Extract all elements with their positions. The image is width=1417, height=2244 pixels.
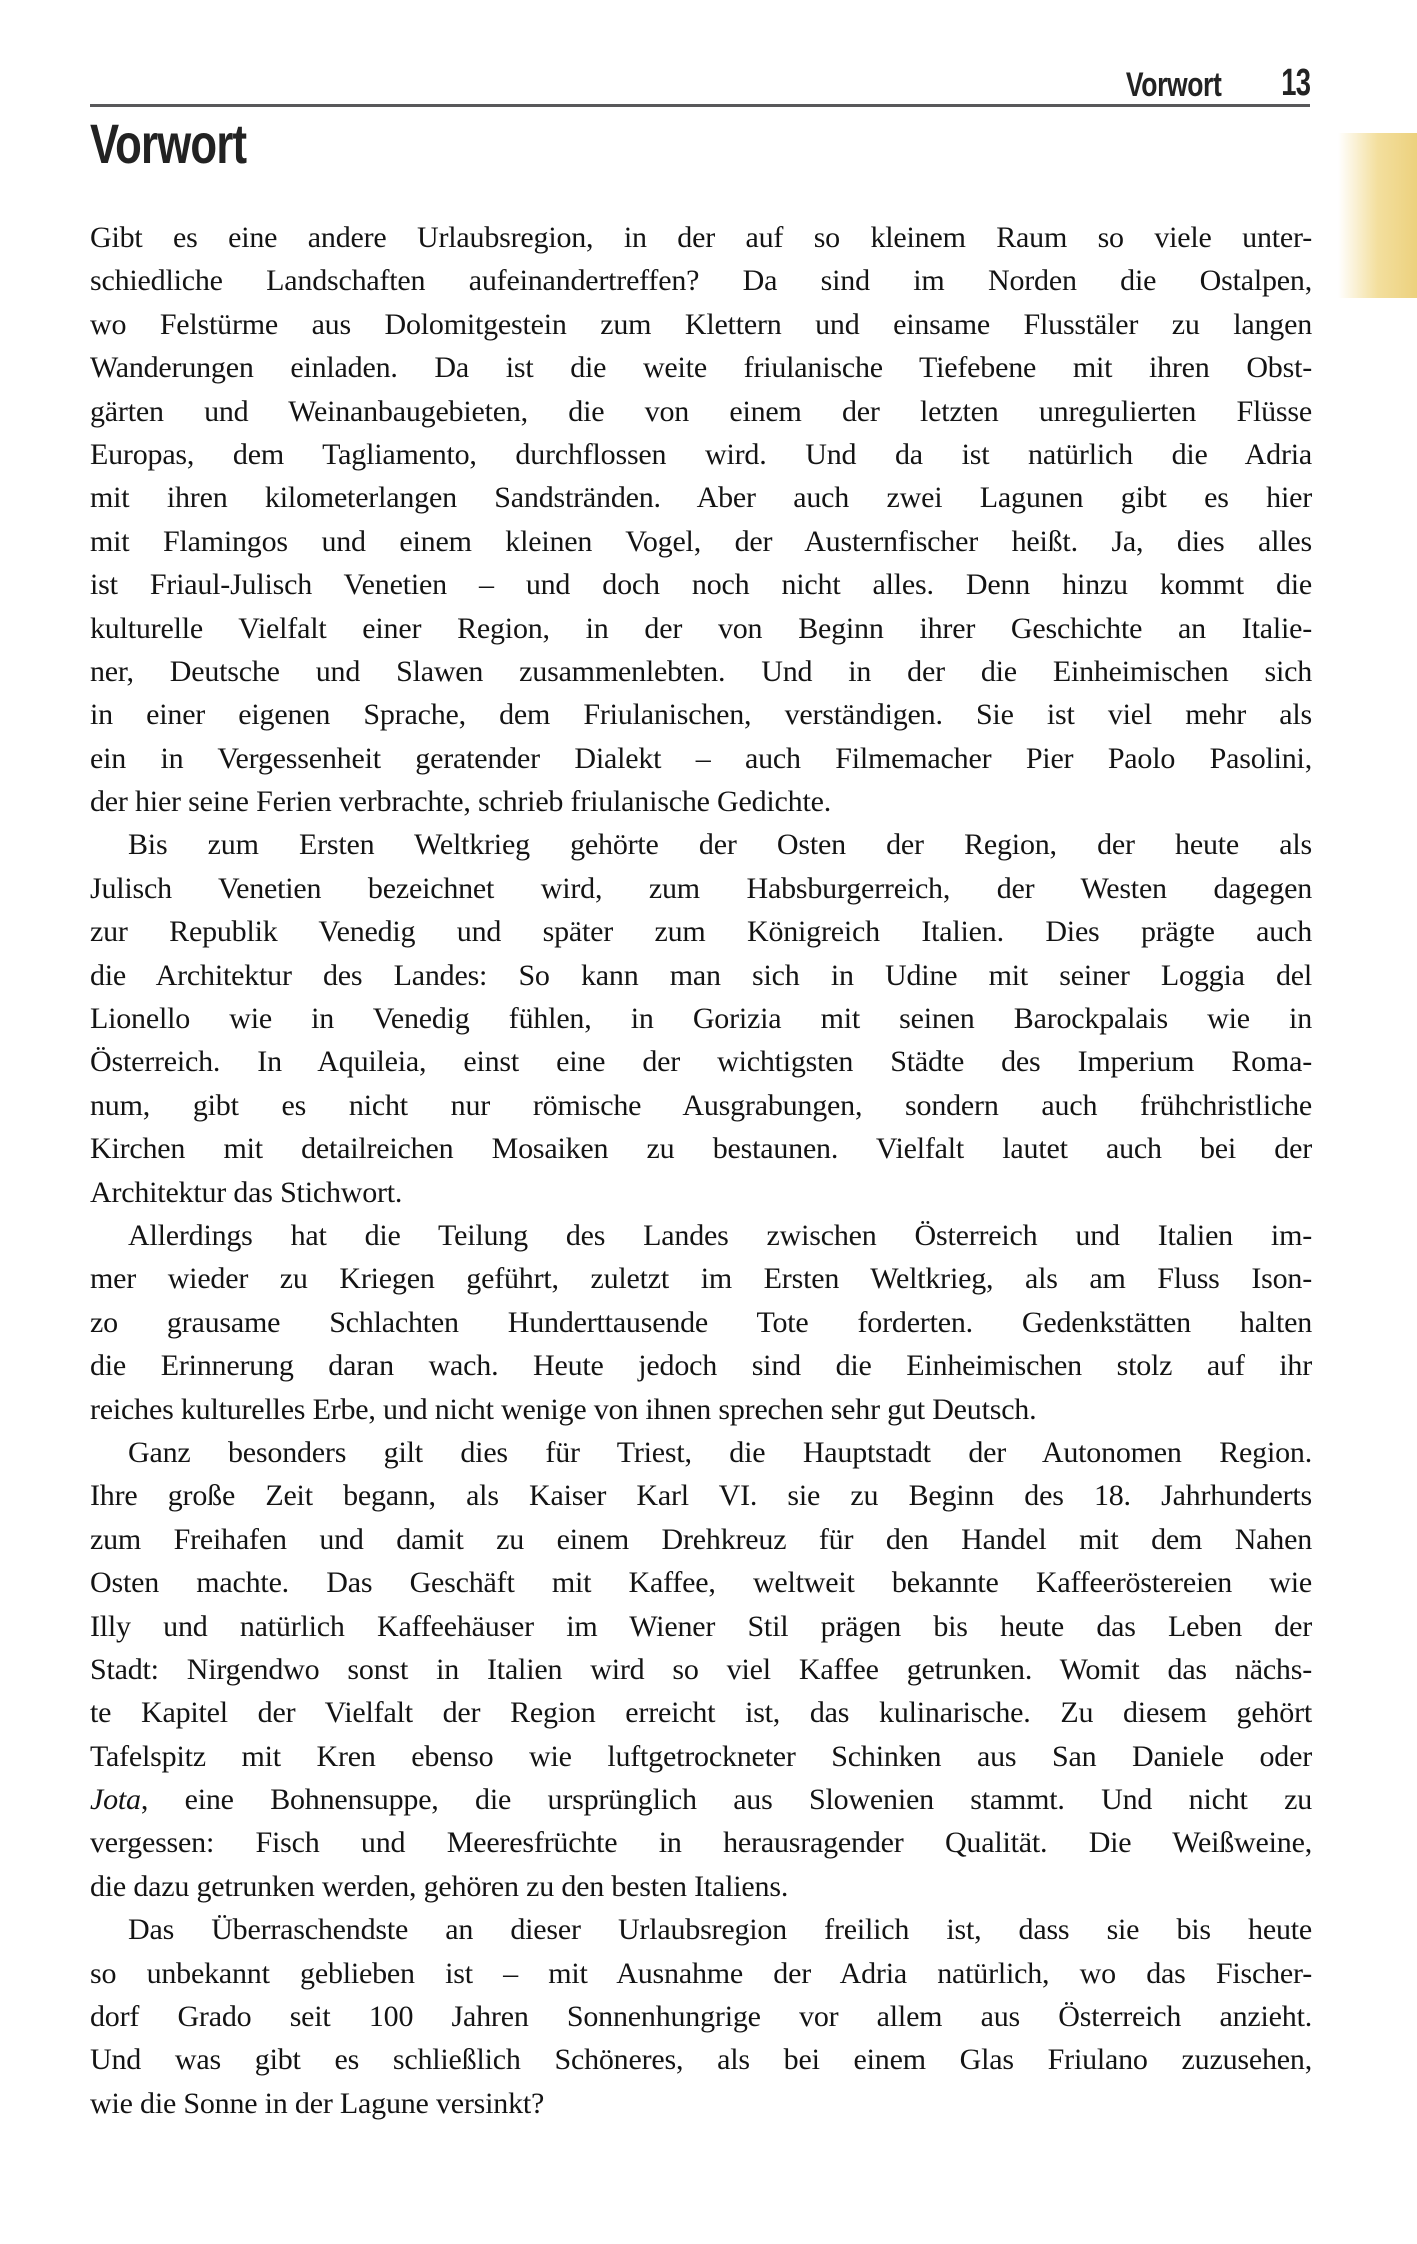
text-line: Jota, eine Bohnensuppe, die ursprünglich aus Slowenien stammt. Und nicht zu xyxy=(90,1783,1312,1817)
text-line: Gibt es eine andere Urlaubsregion, in der auf so kleinem Raum so viele unter- xyxy=(90,221,1312,254)
text-line: reiches kulturelles Erbe, und nicht wenige von ihnen sprechen sehr gut Deutsch. xyxy=(90,1392,1037,1426)
text-line: te Kapitel der Vielfalt der Region erreicht ist, das kulinarische. Zu diesem gehört xyxy=(90,1696,1312,1730)
text-line: Europas, dem Tagliamento, durchflossen wird. Und da ist natürlich die Adria xyxy=(90,437,1312,471)
text-line: ein in Vergessenheit geratender Dialekt – auch Filmemacher Pier Paolo Pasolini, xyxy=(90,741,1312,775)
text-line: die dazu getrunken werden, gehören zu den besten Italiens. xyxy=(90,1869,789,1903)
text-line: ist Friaul-Julisch Venetien – und doch noch nicht alles. Denn hinzu kommt die xyxy=(90,568,1312,602)
header-rule xyxy=(90,104,1310,107)
text-line: mit ihren kilometerlangen Sandstränden. Aber auch zwei Lagunen gibt es hier xyxy=(90,481,1312,515)
text-line: die Erinnerung daran wach. Heute jedoch sind die Einheimischen stolz auf ihr xyxy=(90,1349,1312,1383)
text-line: zum Freihafen und damit zu einem Drehkreuz für den Handel mit dem Nahen xyxy=(90,1522,1312,1556)
header-section-label: Vorwort xyxy=(1126,66,1222,104)
text-line: Architektur das Stichwort. xyxy=(90,1175,403,1209)
text-line: dorf Grado seit 100 Jahren Sonnenhungrige vor allem aus Österreich anzieht. xyxy=(90,2000,1312,2034)
text-line: gärten und Weinanbaugebieten, die von einem der letzten unregulierten Flüsse xyxy=(90,394,1312,428)
paragraph xyxy=(90,1214,1312,1431)
text-line: Julisch Venetien bezeichnet wird, zum Habsburgerreich, der Westen dagegen xyxy=(90,871,1312,905)
text-line: Bis zum Ersten Weltkrieg gehörte der Osten der Region, der heute als xyxy=(128,828,1312,862)
text-line: wo Felstürme aus Dolomitgestein zum Klettern und einsame Flusstäler zu langen xyxy=(90,307,1312,341)
paragraph xyxy=(90,1908,1312,2125)
text-line: Stadt: Nirgendwo sonst in Italien wird so viel Kaffee getrunken. Womit das nächs- xyxy=(90,1652,1312,1686)
text-line: schiedliche Landschaften aufeinandertreffen? Da sind im Norden die Ostalpen, xyxy=(90,264,1312,298)
text-line: Ganz besonders gilt dies für Triest, die Hauptstadt der Autonomen Region. xyxy=(128,1435,1312,1469)
text-line: Illy und natürlich Kaffeehäuser im Wiener Stil prägen bis heute das Leben der xyxy=(90,1609,1312,1643)
text-line: Osten machte. Das Geschäft mit Kaffee, weltweit bekannte Kaffeeröstereien wie xyxy=(90,1566,1312,1600)
text-line: Kirchen mit detailreichen Mosaiken zu bestaunen. Vielfalt lautet auch bei der xyxy=(90,1132,1312,1166)
text-line: Ihre große Zeit begann, als Kaiser Karl VI. sie zu Beginn des 18. Jahrhunderts xyxy=(90,1479,1312,1513)
paragraph xyxy=(90,1431,1312,1908)
text-line: Das Überraschendste an dieser Urlaubsregion freilich ist, dass sie bis heute xyxy=(128,1913,1312,1947)
text-line: mer wieder zu Kriegen geführt, zuletzt im Ersten Weltkrieg, als am Fluss Ison- xyxy=(90,1262,1312,1296)
preface-text xyxy=(90,216,1312,2125)
text-line: vergessen: Fisch und Meeresfrüchte in herausragender Qualität. Die Weißweine, xyxy=(90,1826,1312,1860)
text-line: so unbekannt geblieben ist – mit Ausnahme der Adria natürlich, wo das Fischer- xyxy=(90,1956,1312,1990)
text-line: ner, Deutsche und Slawen zusammenlebten. Und in der die Einheimischen sich xyxy=(90,654,1312,688)
text-line: Wanderungen einladen. Da ist die weite friulanische Tiefebene mit ihren Obst- xyxy=(90,351,1312,385)
text-line: mit Flamingos und einem kleinen Vogel, der Austernfischer heißt. Ja, dies alles xyxy=(90,524,1312,558)
text-line: zo grausame Schlachten Hunderttausende Tote forderten. Gedenkstätten halten xyxy=(90,1305,1312,1339)
page-header xyxy=(1099,64,1310,102)
text-line: Lionello wie in Venedig fühlen, in Gorizia mit seinen Barockpalais wie in xyxy=(90,1002,1312,1036)
paragraph xyxy=(90,216,1312,823)
text-line: kulturelle Vielfalt einer Region, in der von Beginn ihrer Geschichte an Italie- xyxy=(90,611,1312,645)
paragraph xyxy=(90,823,1312,1214)
text-line: die Architektur des Landes: So kann man sich in Udine mit seiner Loggia del xyxy=(90,958,1312,992)
text-line: zur Republik Venedig und später zum Königreich Italien. Dies prägte auch xyxy=(90,915,1312,949)
text-line: in einer eigenen Sprache, dem Friulanischen, verständigen. Sie ist viel mehr als xyxy=(90,698,1312,732)
page-title: Vorwort xyxy=(90,112,247,175)
text-line: Österreich. In Aquileia, einst eine der wichtigsten Städte des Imperium Roma- xyxy=(90,1045,1312,1079)
text-line: Und was gibt es schließlich Schöneres, als bei einem Glas Friulano zuzusehen, xyxy=(90,2043,1312,2077)
text-line: wie die Sonne in der Lagune versinkt? xyxy=(90,2086,545,2120)
chapter-thumb-tab xyxy=(1338,133,1417,298)
text-line: num, gibt es nicht nur römische Ausgrabungen, sondern auch frühchristliche xyxy=(90,1088,1312,1122)
text-line: Allerdings hat die Teilung des Landes zwischen Österreich und Italien im- xyxy=(128,1218,1312,1252)
text-line: Tafelspitz mit Kren ebenso wie luftgetrockneter Schinken aus San Daniele oder xyxy=(90,1739,1312,1773)
text-line: der hier seine Ferien verbrachte, schrieb friulanische Gedichte. xyxy=(90,785,832,819)
header-page-number: 13 xyxy=(1280,62,1310,104)
